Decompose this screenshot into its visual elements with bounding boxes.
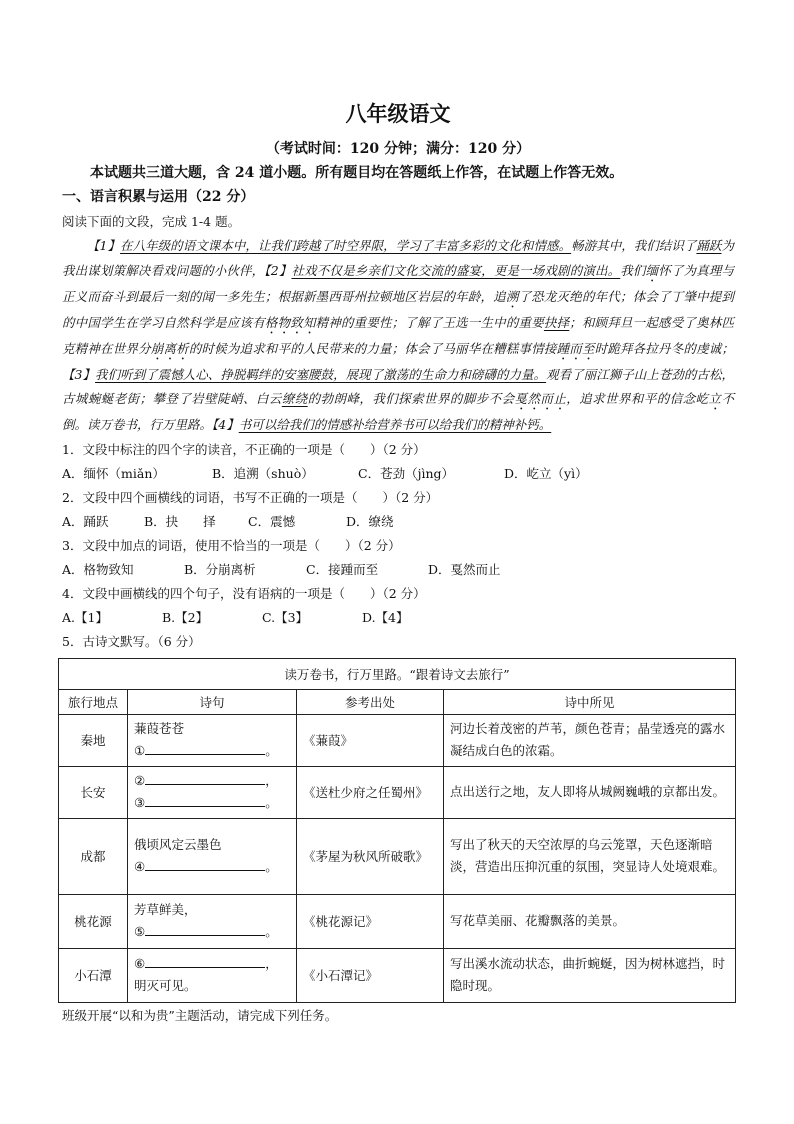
table-row	[59, 894, 736, 948]
question-3-options	[62, 558, 734, 582]
answer-blank-6[interactable]	[145, 954, 265, 968]
sentence-4: 书可以给我们的情感补给营养书可以给我们的精神补钙。	[238, 417, 552, 432]
activity-intro: 班级开展“以和为贵”主题活动，请完成下列任务。	[62, 1007, 338, 1023]
passage-text: 的勃朗峰，我们探索世界的脚步不会	[307, 391, 515, 406]
marked-char-li: 立	[708, 391, 722, 406]
answer-blank-4[interactable]	[145, 857, 265, 871]
row-poem	[128, 894, 297, 948]
q2-option-c[interactable]: C．震憾	[248, 513, 296, 529]
q1-option-a[interactable]: A．缅怀（miǎn）	[62, 465, 165, 481]
sentence-1: 在八年级的语文课本中，让我们跨越了时空界限，学习了丰富多彩的文化和情感。	[120, 238, 572, 253]
exam-notice: 本试题共三道大题，含 24 道小题。所有题目均在答题纸上作答，在试题上作答无效。	[90, 165, 624, 181]
header-source: 参考出处	[297, 689, 444, 714]
question-1-options	[62, 462, 734, 486]
blank-number: ④	[134, 859, 146, 874]
question-4: 4．文段中画横线的四个句子，没有语病的一项是（ ）（2 分）	[62, 585, 426, 601]
row-place: 小石潭	[59, 948, 128, 1002]
blank-number: ②	[134, 773, 146, 788]
q2-option-b[interactable]: B．抉 择	[144, 513, 216, 529]
marker-2: 【2】	[264, 262, 292, 278]
blank-punct: 。	[265, 924, 278, 939]
blank-number: ①	[134, 743, 146, 758]
table-row	[59, 818, 736, 894]
q3-option-d[interactable]: D．戛然而止	[428, 561, 501, 577]
passage-text: ；和顾拜旦一起感受了奥林匹克精神在世界分	[62, 314, 734, 356]
marked-char-su: 溯	[505, 288, 519, 304]
row-seen: 写出了秋天的天空浓厚的乌云笼罩，天色逐渐暗淡，营造出压抑沉重的氛围，突显诗人处境艰难。	[444, 818, 736, 894]
answer-blank-1[interactable]	[145, 741, 265, 755]
row-poem	[128, 948, 297, 1002]
poem-line: 蒹葭苍苍	[134, 721, 185, 736]
passage-text: 不倒。读万卷书，行万里路。	[62, 391, 734, 432]
row-place: 桃花源	[59, 894, 128, 948]
q4-option-c[interactable]: C.【3】	[262, 609, 309, 625]
answer-blank-3[interactable]	[145, 793, 265, 807]
dotted-word-jiaran: 戛然而止	[514, 391, 567, 406]
q1-option-c[interactable]: C．苍劲（jìng）	[358, 465, 454, 481]
q3-option-b[interactable]: B．分崩离析	[184, 561, 256, 577]
reading-intro: 阅读下面的文段，完成 1-4 题。	[62, 214, 241, 229]
q2-option-a[interactable]: A．踊跃	[62, 513, 109, 529]
blank-number: ⑥	[134, 956, 146, 971]
q3-option-c[interactable]: C．接踵而至	[306, 561, 379, 577]
marker-1: 【1】	[87, 238, 121, 253]
header-seen: 诗中所见	[444, 689, 736, 714]
dotted-word-gewuzhizhi: 格物致知	[264, 314, 316, 330]
row-seen: 点出送行之地，友人即将从城阙巍峨的京都出发。	[444, 766, 736, 818]
blank-punct: ，	[265, 773, 278, 788]
question-3: 3．文段中加点的词语，使用不恰当的一项是（ ）（2 分）	[62, 537, 401, 553]
table-row	[59, 948, 736, 1002]
passage-text: 我们	[620, 262, 646, 278]
poem-blank-line	[134, 792, 290, 814]
question-4-options	[62, 606, 734, 630]
q4-option-a[interactable]: A.【1】	[62, 609, 108, 625]
row-seen: 写花草美丽、花瓣飘落的美景。	[444, 894, 736, 948]
marker-4: 【4】	[212, 417, 239, 432]
sentence-2: 社戏不仅是乡亲们文化交流的盛宴，更是一场戏剧的演出。	[291, 262, 621, 278]
poem-line: 芳草鲜美，	[134, 902, 197, 917]
blank-punct: ，	[265, 956, 278, 971]
table-header-row	[59, 689, 736, 714]
blank-number: ⑤	[134, 924, 146, 939]
passage-text: 为我出谋划策解决看戏问题的小伙伴，	[62, 238, 734, 278]
poem-blank-line	[134, 921, 290, 943]
q4-option-b[interactable]: B.【2】	[162, 609, 209, 625]
blank-punct: 。	[265, 743, 278, 758]
page-title: 八年级语文	[345, 102, 451, 126]
underlined-word-yongyue: 踊跃	[696, 238, 722, 253]
q2-option-d[interactable]: D．缭绕	[346, 513, 394, 529]
question-2: 2．文段中四个画横线的词语，书写不正确的一项是（ ）（2 分）	[62, 489, 439, 505]
row-poem	[128, 766, 297, 818]
answer-blank-2[interactable]	[145, 771, 265, 785]
marker-3: 【3】	[62, 366, 96, 382]
blank-punct: 。	[265, 859, 278, 874]
passage-text: 怀了为真理与正义而奋斗到最后一刻的闻一多先生；根据新墨西哥州拉顿地区岩层的年龄，追	[62, 262, 734, 304]
question-5: 5．古诗文默写。（6 分）	[62, 633, 201, 649]
q4-option-d[interactable]: D.【4】	[362, 609, 409, 625]
row-place: 成都	[59, 818, 128, 894]
passage-text: 时跪拜各拉丹冬的虔诚；	[594, 340, 734, 356]
row-source: 《小石潭记》	[297, 948, 444, 1002]
row-seen: 河边长着茂密的芦苇，颜色苍青；晶莹透亮的露水凝结成白色的浓霜。	[444, 714, 736, 766]
row-source: 《送杜少府之任蜀州》	[297, 766, 444, 818]
table-row	[59, 714, 736, 766]
underlined-word-jueze: 抉择	[543, 314, 570, 330]
passage-text: 畅游其中，我们结识了	[571, 238, 697, 253]
poem-blank-line	[134, 740, 290, 762]
poem-line: 明灭可见。	[134, 978, 197, 993]
question-1: 1．文段中标注的四个字的读音，不正确的一项是（ ）（2 分）	[62, 441, 426, 457]
poetry-table	[58, 658, 736, 1003]
marked-char-mian: 缅	[645, 262, 659, 278]
row-poem	[128, 818, 297, 894]
q1-option-b[interactable]: B．追溯（shuò）	[212, 465, 314, 481]
section-heading: 一、语言积累与运用（22 分）	[62, 189, 255, 205]
row-seen: 写出溪水流动状态，曲折蜿蜒，因为树林遮挡，时隐时现。	[444, 948, 736, 1002]
row-source: 《蒹葭》	[297, 714, 444, 766]
header-place: 旅行地点	[59, 689, 128, 714]
poem-line: 俄顷风定云墨色	[134, 837, 222, 852]
row-place: 秦地	[59, 714, 128, 766]
poem-blank-line	[134, 770, 290, 792]
poem-blank-line	[134, 856, 290, 878]
exam-info: （考试时间：120 分钟；满分：120 分）	[265, 141, 531, 157]
q1-option-d[interactable]: D．屹立（yì）	[504, 465, 588, 481]
question-2-options	[62, 510, 734, 534]
q3-option-a[interactable]: A．格物致知	[62, 561, 134, 577]
exam-page	[62, 98, 734, 1027]
passage-text: 观看了丽江狮子山上苍劲的古松，古城蜿蜒老街；攀登了岩壁陡峭、白云	[62, 366, 734, 406]
passage-text: 精神的重要性；了解了王选一生中的重要	[315, 314, 544, 330]
row-poem	[128, 714, 297, 766]
blank-number: ③	[134, 795, 146, 810]
row-place: 长安	[59, 766, 128, 818]
poem-blank-line	[134, 953, 290, 975]
dotted-word-benglixi: 崩离析	[150, 340, 189, 356]
answer-blank-5[interactable]	[145, 922, 265, 936]
dotted-word-jiezhong: 踵而至	[556, 340, 595, 356]
passage-text: ，追求世界和平的信念屹	[566, 391, 709, 406]
row-source: 《桃花源记》	[297, 894, 444, 948]
passage-text: 的时候为追求和平的人民带来的力量；体会了马丽华在糟糕事情接	[188, 340, 557, 356]
underlined-word-liaorao: 缭绕	[281, 391, 308, 406]
header-poem: 诗句	[128, 689, 297, 714]
row-source: 《茅屋为秋风所破歌》	[297, 818, 444, 894]
reading-passage	[62, 234, 734, 438]
passage-text: 了恐龙灭绝的年代；体会了丁肇中提到的中国学生在学习自然科学是应该有	[62, 288, 734, 330]
table-row	[59, 766, 736, 818]
blank-punct: 。	[265, 795, 278, 810]
sentence-3: 我们听到了震憾人心、挣脱羁绊的安塞腰鼓，展现了激荡的生命力和磅礴的力量。	[95, 366, 547, 382]
table-caption: 读万卷书，行万里路。“跟着诗文去旅行”	[59, 658, 736, 689]
